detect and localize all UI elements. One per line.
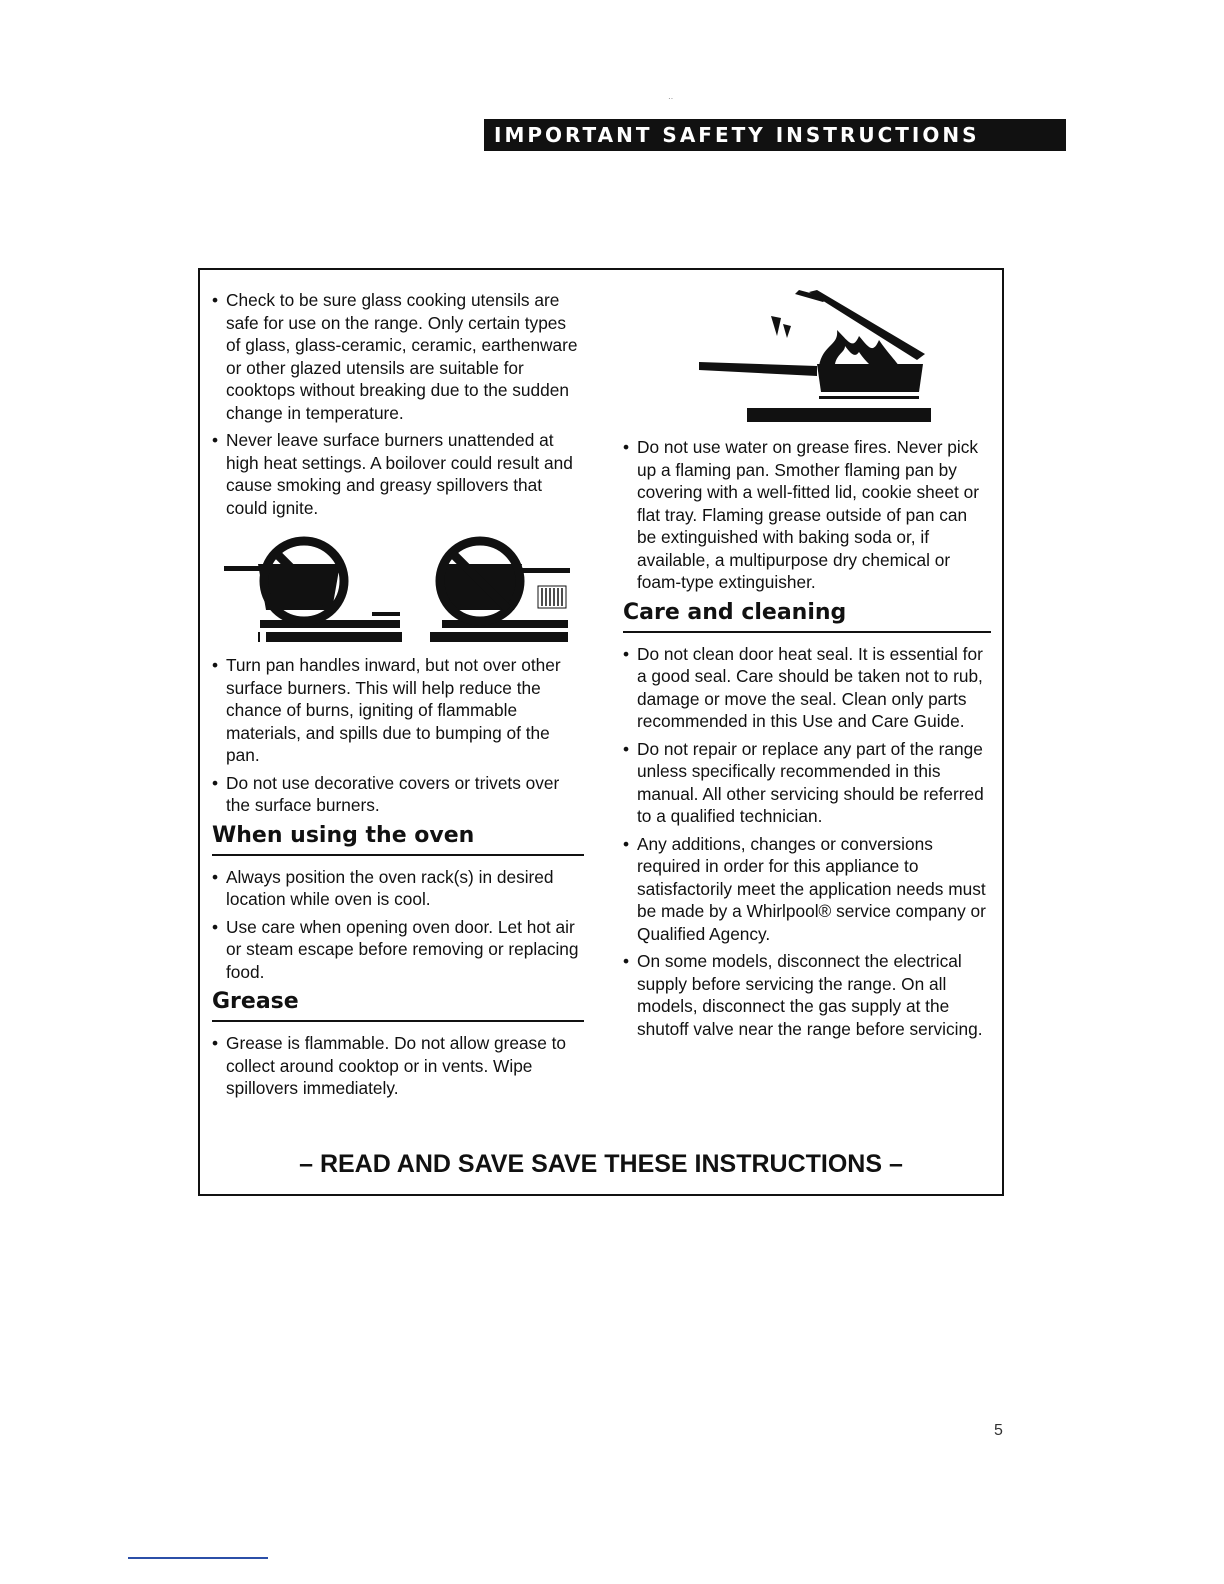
bullet-disconnect-supply: • On some models, disconnect the electrical supply before servicing the range. On all models, disconnect the gas supply at the shutoff valve near the range before servicing. — [623, 950, 991, 1040]
bullet-pan-handles: • Turn pan handles inward, but not over other surface burners. This will help reduce the chance of burns, igniting of flammable materials, and spills due to bumping of the pan. — [212, 654, 584, 767]
page-number: 5 — [994, 1422, 1003, 1439]
no-pan-handles-illustration — [212, 524, 584, 654]
bullet-glass-utensils: • Check to be sure glass cooking utensils are safe for use on the range. Only certain types of glass, glass-ceramic, ceramic, earthenware or other glazed utensils are suitable for cooktops without breaking due to the sudden change in temperature. — [212, 289, 584, 424]
frying-pan-icon — [699, 362, 931, 422]
bullet-grease-flammable: • Grease is flammable. Do not allow grease to collect around cooktop or in vents. Wipe spillovers immediately. — [212, 1032, 584, 1100]
heading-when-using-oven: When using the oven — [212, 822, 584, 856]
read-and-save-footer: – READ AND SAVE SAVE THESE INSTRUCTIONS – — [299, 1150, 903, 1178]
pan-over-burner-icon-left — [224, 564, 402, 642]
bullet-repair-replace: • Do not repair or replace any part of the range unless specifically recommended in this manual. All other servicing should be referred to a qualified technician. — [623, 738, 991, 828]
bottom-divider — [128, 1557, 268, 1559]
bullet-door-heat-seal: • Do not clean door heat seal. It is essential for a good seal. Care should be taken not to rub, damage or move the seal. Clean only parts recommended in this Use and Care Guide. — [623, 643, 991, 733]
right-column — [623, 288, 991, 1045]
left-column — [212, 289, 584, 1105]
safety-banner: IMPORTANT SAFETY INSTRUCTIONS — [484, 119, 1066, 151]
bullet-unattended-burners: • Never leave surface burners unattended at high heat settings. A boilover could result and cause smoking and greasy spillovers that could ignite. — [212, 429, 584, 519]
bullet-additions-changes: • Any additions, changes or conversions required in order for this appliance to satisfactorily meet the application needs must be made by a Whirlpool® service company or Qualified Agency. — [623, 833, 991, 946]
bullet-grease-fires: • Do not use water on grease fires. Never pick up a flaming pan. Smother flaming pan by covering with a well-fitted lid, cookie sheet or flat tray. Flaming grease outside of pan can be extinguished with baking soda or, if available, a multipurpose dry chemical or foam-type extinguisher. — [623, 436, 991, 594]
scan-speck: ·· — [668, 94, 674, 103]
bullet-oven-door: • Use care when opening oven door. Let hot air or steam escape before removing or replacing food. — [212, 916, 584, 984]
bullet-oven-rack: • Always position the oven rack(s) in desired location while oven is cool. — [212, 866, 584, 911]
heading-grease: Grease — [212, 988, 584, 1022]
grease-fire-lid-illustration — [623, 288, 991, 436]
bullet-decorative-covers: • Do not use decorative covers or trivets over the surface burners. — [212, 772, 584, 817]
flame-icon — [771, 316, 899, 366]
heading-care-and-cleaning: Care and cleaning — [623, 599, 991, 633]
